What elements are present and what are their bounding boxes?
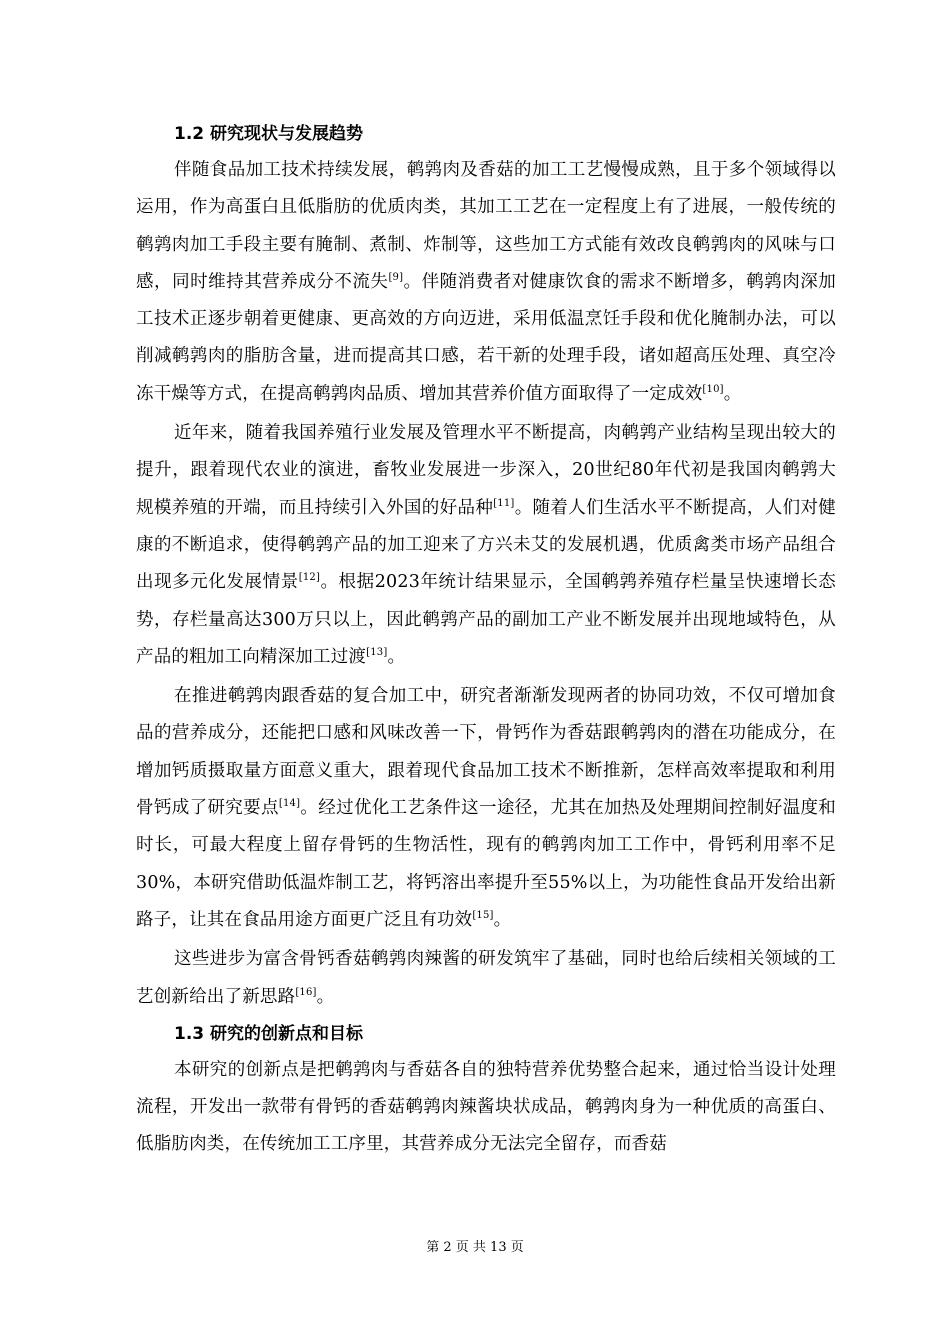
- paragraph-text: 。: [493, 909, 512, 930]
- citation-ref: [9]: [388, 271, 404, 283]
- paragraph-text: 这些进步为富含骨钙香菇鹌鹑肉辣酱的研发筑牢了基础，同时也给后续相关领域的工艺创新给出了新思路: [136, 949, 836, 1007]
- paragraph-text: 在推进鹌鹑肉跟香菇的复合加工中，研究者渐渐发现两者的协同功效，不仅可增加食品的营养成分，还能把口感和风味改善一下，骨钙作为香菇跟鹌鹑肉的潜在功能成分，在增加钙质摄取量方面意义重大，跟着现代食品加工技术不断推新，怎样高效率提取和利用骨钙成了研究要点: [136, 686, 836, 819]
- page-body: [136, 116, 836, 1164]
- section-1-2: [136, 116, 836, 1016]
- paragraph-text: 。: [723, 383, 742, 404]
- section-1-3: [136, 1016, 836, 1164]
- paragraph-text: 。随着人们生活水平不断提高，人们对健康的不断追求，使得鹌鹑产品的加工迎来了方兴未艾的发展机遇，优质禽类市场产品组合出现多元化发展情景: [136, 497, 837, 593]
- citation-ref: [14]: [278, 798, 301, 810]
- citation-ref: [15]: [472, 909, 494, 921]
- paragraph-text: 。经过优化工艺条件这一途径，尤其在加热及处理期间控制好温度和时长，可最大程度上留存骨钙的生物活性，现有的鹌鹑肉加工工作中，骨钙利用率不足30%，本研究借助低温炸制工艺，将钙溶出率提升至55%以上，为功能性食品开发给出新路子，让其在食品用途方面更广泛且有功效: [136, 798, 837, 930]
- section-heading: 1.2 研究现状与发展趋势: [174, 124, 364, 144]
- citation-ref: [12]: [298, 572, 321, 584]
- paragraph-text: 伴随食品加工技术持续发展，鹌鹑肉及香菇的加工工艺慢慢成熟，且于多个领域得以运用，作为高蛋白且低脂肪的优质肉类，其加工工艺在一定程度上有了进展，一般传统的鹌鹑肉加工手段主要有腌制、煮制、炸制等，这些加工方式能有效改良鹌鹑肉的风味与口感，同时维持其营养成分不流失: [136, 160, 836, 292]
- section-heading: 1.3 研究的创新点和目标: [174, 1023, 364, 1044]
- paragraph-text: 本研究的创新点是把鹌鹑肉与香菇各自的独特营养优势整合起来，通过恰当设计处理流程，开发出一款带有骨钙的香菇鹌鹑肉辣酱块状成品，鹌鹑肉身为一种优质的高蛋白、低脂肪肉类，在传统加工工序里，其营养成分无法完全留存，而香菇: [136, 1059, 836, 1155]
- paragraph: [136, 1052, 836, 1164]
- paragraph-text: 近年来，随着我国养殖行业发展及管理水平不断提高，肉鹌鹑产业结构呈现出较大的提升，跟着现代农业的演进，畜牧业发展进一步深入，20世纪80年代初是我国肉鹌鹑大规模养殖的开端，而且持续引入外国的好品种: [136, 423, 836, 518]
- paragraph-text: 。: [316, 986, 335, 1007]
- paragraph-text: 。根据2023年统计结果显示，全国鹌鹑养殖存栏量呈快速增长态势，存栏量高达300万只以上，因此鹌鹑产品的副加工产业不断发展并出现地域特色，从产品的粗加工向精深加工过渡: [136, 572, 836, 667]
- citation-ref: [16]: [295, 986, 317, 998]
- citation-ref: [10]: [702, 383, 724, 395]
- paragraph: [136, 941, 836, 1016]
- paragraph-text: 。伴随消费者对健康饮食的需求不断增多，鹌鹑肉深加工技术正逐步朝着更健康、更高效的方向迈进，采用低温烹饪手段和优化腌制办法，可以削减鹌鹑肉的脂肪含量，进而提高其口感，若干新的处理手段，诸如超高压处理、真空冷冻干燥等方式，在提高鹌鹑肉品质、增加其营养价值方面取得了一定成效: [136, 271, 836, 404]
- page-footer: 第 2 页 共 13 页: [426, 1240, 524, 1255]
- citation-ref: [11]: [493, 497, 515, 509]
- paragraph: [136, 415, 836, 676]
- paragraph-text: 。: [387, 646, 406, 667]
- citation-ref: [13]: [366, 646, 388, 658]
- paragraph: [136, 152, 836, 413]
- paragraph: [136, 678, 836, 939]
